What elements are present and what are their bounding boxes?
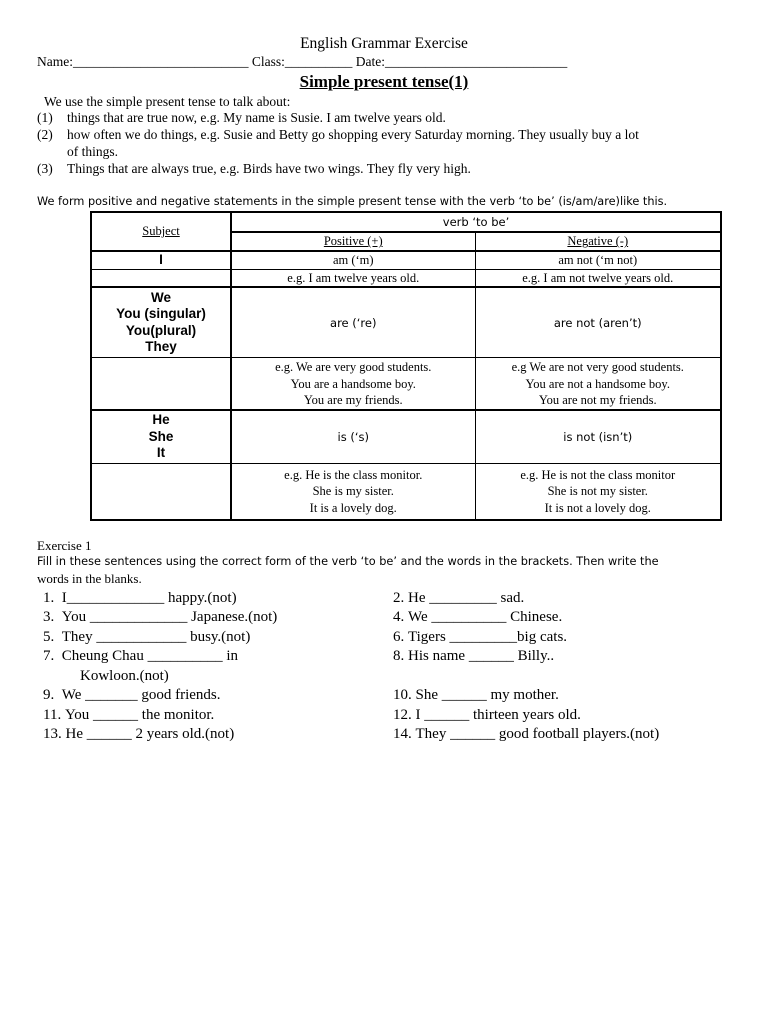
empty-subject-cell — [91, 464, 231, 520]
question-2: 2. He _________ sad. — [393, 590, 525, 606]
negative-example: e.g. I am not twelve years old. — [475, 269, 721, 287]
empty-subject-cell — [91, 358, 231, 410]
verb-to-be-table — [90, 211, 722, 521]
positive-examples: e.g. We are very good students. You are a handsome boy. You are my friends. — [231, 358, 475, 410]
question-11: 11. You ______ the monitor. — [43, 707, 215, 723]
sheet-title: Simple present tense(1) — [299, 72, 469, 91]
positive-examples: e.g. He is the class monitor. She is my sister. It is a lovely dog. — [231, 464, 475, 520]
intro-item-2-continuation: of things. — [67, 144, 119, 159]
name-class-date-fields: Name:__________________________ Class:__________ Date:___________________________ — [37, 54, 568, 69]
negative-form: is not (isn’t) — [475, 410, 721, 463]
question-6: 6. Tigers _________big cats. — [393, 629, 568, 645]
question-9: 9. We _______ good friends. — [43, 687, 221, 703]
exercise-instruction: Fill in these sentences using the correct form of the verb ‘to be’ and the words in the brackets. Then write the — [37, 555, 659, 568]
subject-cell: We You (singular) You(plural) They — [91, 287, 231, 357]
form-note: We form positive and negative statements in the simple present tense with the verb ‘to be’ (is/am/are)like this. — [37, 195, 668, 208]
intro-item-number: (2) — [37, 127, 53, 142]
subject-cell: He She It — [91, 410, 231, 463]
negative-examples: e.g. He is not the class monitor She is not my sister. It is not a lovely dog. — [475, 464, 721, 520]
positive-form: am (‘m) — [231, 251, 475, 269]
subject-cell: I — [91, 251, 231, 269]
document-heading: English Grammar Exercise — [300, 35, 468, 52]
positive-example: e.g. I am twelve years old. — [231, 269, 475, 287]
subject-header: Subject — [91, 212, 231, 251]
question-3: 3. You _____________ Japanese.(not) — [43, 609, 278, 625]
question-13: 13. He ______ 2 years old.(not) — [43, 726, 235, 742]
question-5: 5. They ____________ busy.(not) — [43, 629, 251, 645]
empty-subject-cell — [91, 269, 231, 287]
intro-item-3 — [37, 161, 471, 177]
intro-item-1 — [37, 110, 446, 126]
intro-lead: We use the simple present tense to talk about: — [44, 94, 291, 109]
exercise-title: Exercise 1 — [37, 538, 92, 553]
intro-item-text: how often we do things, e.g. Susie and Betty go shopping every Saturday morning. They usually buy a lot — [67, 127, 639, 142]
question-10: 10. She ______ my mother. — [393, 687, 559, 703]
question-12: 12. I ______ thirteen years old. — [393, 707, 581, 723]
question-7-continuation: Kowloon.(not) — [80, 668, 169, 684]
intro-item-text: things that are true now, e.g. My name is Susie. I am twelve years old. — [67, 110, 446, 125]
intro-item-2 — [37, 127, 639, 143]
question-8: 8. His name ______ Billy.. — [393, 648, 555, 664]
negative-examples: e.g We are not very good students. You are not a handsome boy. You are not my friends. — [475, 358, 721, 410]
positive-form: are (‘re) — [231, 287, 475, 357]
question-4: 4. We __________ Chinese. — [393, 609, 563, 625]
question-14: 14. They ______ good football players.(not) — [393, 726, 660, 742]
negative-form: are not (aren’t) — [475, 287, 721, 357]
question-1: 1. I_____________ happy.(not) — [43, 590, 237, 606]
intro-item-number: (3) — [37, 161, 53, 176]
negative-header: Negative (-) — [475, 232, 721, 251]
intro-item-text: Things that are always true, e.g. Birds have two wings. They fly very high. — [67, 161, 471, 176]
question-7: 7. Cheung Chau __________ in — [43, 648, 238, 664]
intro-item-number: (1) — [37, 110, 53, 125]
positive-form: is (‘s) — [231, 410, 475, 463]
positive-header: Positive (+) — [231, 232, 475, 251]
negative-form: am not (‘m not) — [475, 251, 721, 269]
verb-header: verb ‘to be’ — [231, 212, 721, 232]
exercise-instruction-continuation: words in the blanks. — [37, 571, 142, 586]
